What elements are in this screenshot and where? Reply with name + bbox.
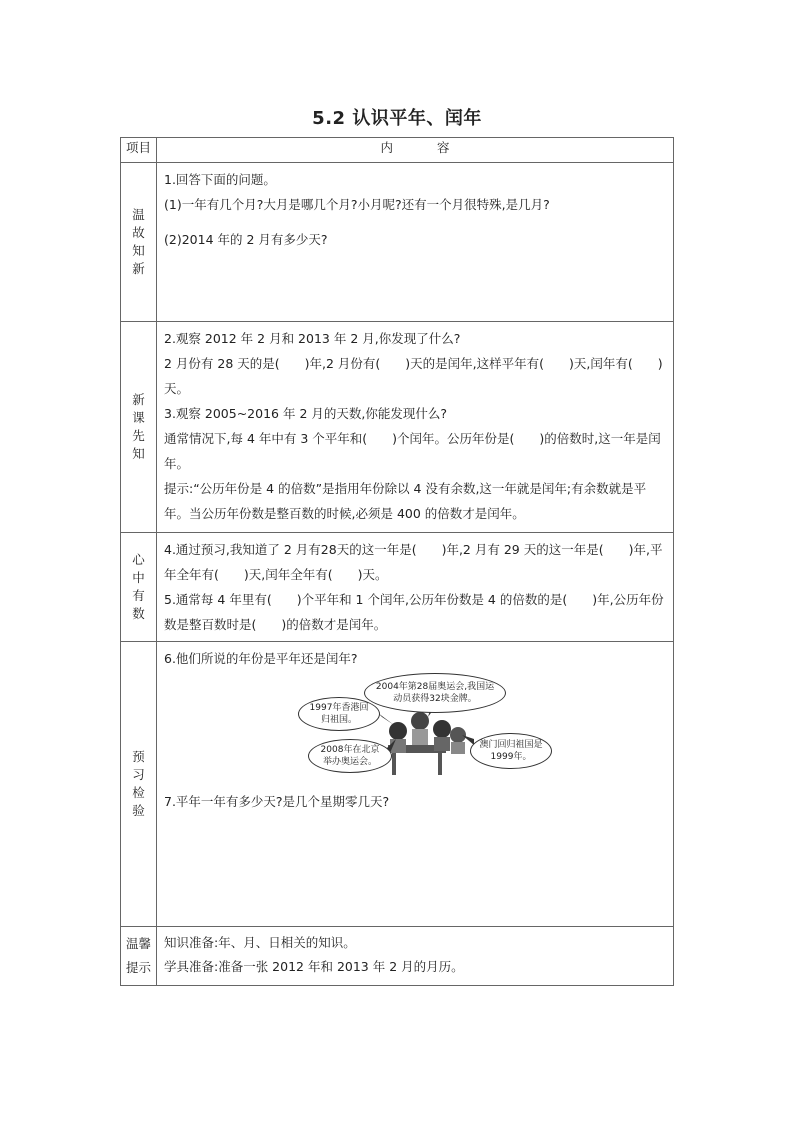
hint-line: 提示:“公历年份是 4 的倍数”是指用年份除以 4 没有余数,这一年就是闰年;有余数就是平年。当公历年份数是整百数的时候,必须是 400 的倍数才是闰年。 xyxy=(164,481,647,521)
tip-line: 知识准备:年、月、日相关的知识。 xyxy=(164,935,356,950)
section-category: 预 习 检 验 xyxy=(121,642,157,927)
speech-bubble-macau: 澳门回归祖国是1999年。 xyxy=(470,733,552,769)
section-category: 新 课 先 知 xyxy=(121,322,157,533)
section-category: 心 中 有 数 xyxy=(121,533,157,642)
question-line: 通常情况下,每 4 年中有 3 个平年和( )个闰年。公历年份是( )的倍数时,这一年是闰年。 xyxy=(164,431,661,471)
section-review xyxy=(121,163,674,322)
question-line: 2 月份有 28 天的是( )年,2 月份有( )天的是闰年,这样平年有( )天,闰年有( )天。 xyxy=(164,356,663,396)
children-discussion-illustration xyxy=(298,673,543,783)
speech-bubble-2004: 2004年第28届奥运会,我国运动员获得32块金牌。 xyxy=(364,673,506,713)
table-header-row xyxy=(121,138,674,163)
lesson-table xyxy=(120,137,674,986)
question-line: 5.通常每 4 年里有( )个平年和 1 个闰年,公历年份数是 4 的倍数的是( )年,公历年份数是整百数时是( )的倍数才是闰年。 xyxy=(164,592,664,632)
section-check xyxy=(121,642,674,927)
page-title: 5.2 认识平年、闰年 xyxy=(312,108,482,129)
section-category: 温馨 提示 xyxy=(121,927,157,986)
question-line: 1.回答下面的问题。 xyxy=(164,172,276,187)
header-item-label: 项目 xyxy=(121,138,157,163)
question-line: 4.通过预习,我知道了 2 月有28天的这一年是( )年,2 月有 29 天的这一年是( )年,平年全年有( )天,闰年全年有( )天。 xyxy=(164,542,663,582)
section-category: 温 故 知 新 xyxy=(121,163,157,322)
question-line: 3.观察 2005~2016 年 2 月的天数,你能发现什么? xyxy=(164,406,447,421)
section-content xyxy=(157,163,674,322)
question-line: (2)2014 年的 2 月有多少天? xyxy=(164,232,328,247)
question-line: 2.观察 2012 年 2 月和 2013 年 2 月,你发现了什么? xyxy=(164,331,461,346)
section-understanding xyxy=(121,533,674,642)
section-new-lesson xyxy=(121,322,674,533)
question-line: 7.平年一年有多少天?是几个星期零几天? xyxy=(164,794,390,809)
section-content xyxy=(157,642,674,927)
section-content xyxy=(157,927,674,986)
section-content xyxy=(157,322,674,533)
question-line: (1)一年有几个月?大月是哪几个月?小月呢?还有一个月很特殊,是几月? xyxy=(164,197,550,212)
question-line: 6.他们所说的年份是平年还是闰年? xyxy=(164,651,358,666)
tip-line: 学具准备:准备一张 2012 年和 2013 年 2 月的月历。 xyxy=(164,959,464,974)
speech-bubble-1997: 1997年香港回归祖国。 xyxy=(298,697,380,731)
section-content xyxy=(157,533,674,642)
section-tips xyxy=(121,927,674,986)
header-content-label: 内 容 xyxy=(157,138,674,163)
speech-bubble-2008: 2008年在北京举办奥运会。 xyxy=(308,739,392,773)
